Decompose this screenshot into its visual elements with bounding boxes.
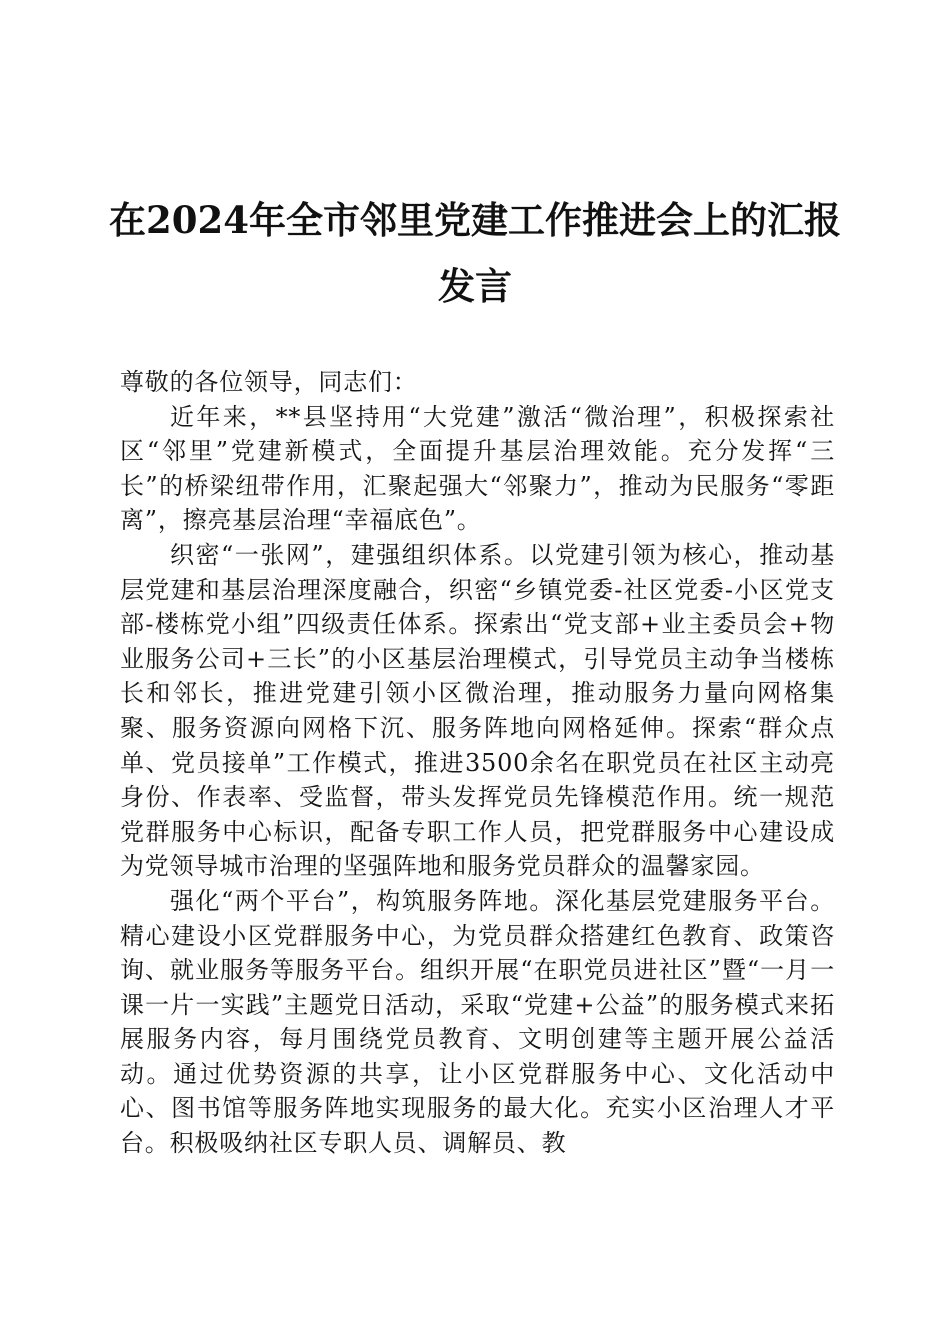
salutation: 尊敬的各位领导，同志们：	[120, 368, 418, 396]
paragraph-platforms: 强化“两个平台”，构筑服务阵地。深化基层党建服务平台。精心建设小区党群服务中心，为党员群众搭建红色教育、政策咨询、就业服务等服务平台。组织开展“在职党员进社区”暨“一月一课一片一实践”主题党日活动，采取“党建+公益”的服务模式来拓展服务内容，每月围绕党员教育、文明创建等主题开展公益活动。通过优势资源的共享，让小区党群服务中心、文化活动中心、图书馆等服务阵地实现服务的最大化。充实小区治理人才平台。积极吸纳社区专职人员、调解员、教	[120, 886, 835, 1158]
document-title-line-1: 在2024年全市邻里党建工作推进会上的汇报	[109, 198, 841, 242]
paragraph-organization: 织密“一张网”，建强组织体系。以党建引领为核心，推动基层党建和基层治理深度融合，织密“乡镇党委-社区党委-小区党支部-楼栋党小组”四级责任体系。探索出“党支部+业主委员会+物业服务公司+三长”的小区基层治理模式，引导党员主动争当楼栋长和邻长，推进党建引领小区微治理，推动服务力量向网格集聚、服务资源向网格下沉、服务阵地向网格延伸。探索“群众点单、党员接单”工作模式，推进3500余名在职党员在社区主动亮身份、作表率、受监督，带头发挥党员先锋模范作用。统一规范党群服务中心标识，配备专职工作人员，把党群服务中心建设成为党领导城市治理的坚强阵地和服务党员群众的温馨家园。	[120, 540, 835, 881]
document-body	[120, 365, 835, 1161]
paragraph-intro: 近年来，**县坚持用“大党建”激活“微治理”，积极探索社区“邻里”党建新模式，全面提升基层治理效能。充分发挥“三长”的桥梁纽带作用，汇聚起强大“邻聚力”，推动为民服务“零距离”，擦亮基层治理“幸福底色”。	[120, 402, 835, 535]
document-title-line-2: 发言	[438, 264, 512, 308]
